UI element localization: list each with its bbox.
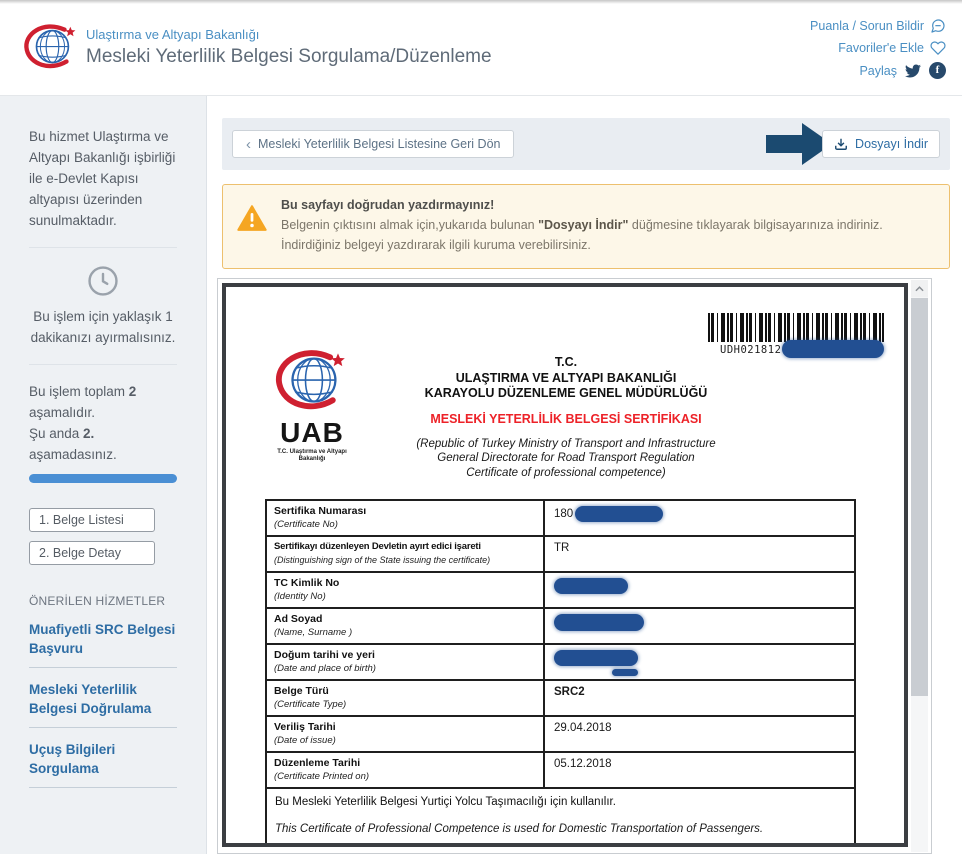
divider (29, 364, 177, 365)
row-label-en: (Date of issue) (274, 735, 336, 746)
scrollbar-up-arrow[interactable] (911, 280, 928, 297)
viewer-scrollbar[interactable] (911, 280, 928, 852)
feedback-bubble-icon (930, 18, 946, 34)
redaction-blob (554, 578, 628, 594)
row-label-tr: Ad Soyad (274, 613, 323, 625)
header-links (810, 18, 946, 79)
row-value (544, 644, 855, 680)
warning-box (222, 184, 950, 269)
service-link-ucus-bilgileri[interactable]: Uçuş Bilgileri Sorgulama (29, 740, 177, 788)
ministry-logo-icon (22, 22, 80, 74)
row-label-en: (Name, Surname ) (274, 627, 353, 638)
table-row (266, 752, 855, 788)
row-value (544, 608, 855, 644)
add-favorites-link[interactable] (838, 40, 946, 56)
row-value: 180 (544, 500, 855, 536)
twitter-icon[interactable] (905, 63, 921, 79)
duration-text: Bu işlem için yaklaşık 1 dakikanızı ayırmalısınız. (30, 309, 176, 345)
row-value: 05.12.2018 (544, 752, 855, 788)
table-row (266, 716, 855, 752)
facebook-icon[interactable]: f (929, 62, 946, 79)
table-row (266, 572, 855, 608)
share-label: Paylaş (859, 63, 897, 78)
clock-icon (29, 264, 177, 298)
service-link-belge-dogrulama[interactable]: Mesleki Yeterlilik Belgesi Doğrulama (29, 680, 177, 728)
row-label-tr: Düzenleme Tarihi (274, 757, 361, 769)
row-label-tr: Sertifikayı düzenleyen Devletin ayırt edici işareti (274, 541, 481, 552)
row-label-tr: Doğum tarihi ve yeri (274, 649, 375, 661)
cert-header-ministry: ULAŞTIRMA VE ALTYAPI BAKANLIĞI (455, 370, 677, 385)
table-footer-row (266, 788, 855, 847)
row-label-en: (Certificate Printed on) (274, 771, 370, 782)
row-label-en: (Certificate No) (274, 519, 338, 530)
warning-triangle-icon (237, 198, 267, 255)
rate-report-link[interactable] (810, 18, 946, 34)
back-button[interactable] (232, 130, 514, 158)
divider (29, 247, 177, 248)
table-row (266, 644, 855, 680)
footer-text-en: This Certificate of Professional Competence is used for Domestic Transportation of Passengers. (275, 823, 764, 835)
row-label-en: (Date and place of birth) (274, 663, 376, 674)
redaction-blob (554, 650, 638, 666)
service-link-muafiyetli-src[interactable]: Muafiyetli SRC Belgesi Başvuru (29, 620, 177, 668)
certificate-header (336, 355, 796, 480)
row-label-tr: Sertifika Numarası (274, 505, 367, 517)
download-icon (834, 137, 848, 151)
steps-text: Bu işlem toplam 2 aşamalıdır. Şu anda 2. aşamadasınız. (29, 384, 137, 462)
row-value: SRC2 (544, 680, 855, 716)
table-row (266, 680, 855, 716)
heart-icon (930, 40, 946, 56)
row-label-tr: TC Kimlik No (274, 577, 340, 589)
cert-header-english: (Republic of Turkey Ministry of Transport and Infrastructure General Directorate for Road Transport Regulation Certificate of professional competence) (416, 437, 716, 479)
warning-title: Bu sayfayı doğrudan yazdırmayınız! (281, 198, 495, 212)
rate-report-label: Puanla / Sorun Bildir (810, 19, 924, 33)
row-label-tr: Belge Türü (274, 685, 329, 697)
header-titles (86, 27, 492, 68)
uab-caption: T.C. Ulaştırma ve Altyapı Bakanlığı (277, 449, 347, 462)
certificate-table (265, 499, 856, 847)
row-label-en: (Identity No) (274, 591, 326, 602)
barcode-code: UDH021812 (720, 344, 782, 356)
redaction-blob (575, 506, 663, 522)
warning-body: Belgenin çıktısını almak için,yukarıda bulunan "Dosyayı İndir" düğmesine tıklayarak bilgisayarınıza indiriniz. İndirdiğiniz belgeyi yazdırarak ilgili kuruma verebilirsiniz. (281, 218, 883, 252)
footer-text-tr: Bu Mesleki Yeterlilik Belgesi Yurtiçi Yolcu Taşımacılığı için kullanılır. (275, 796, 616, 808)
service-info-text: Bu hizmet Ulaştırma ve Altyapı Bakanlığı işbirliği ile e-Devlet Kapısı altyapısı üzerinden sunulmaktadır. (29, 129, 176, 228)
download-file-button[interactable] (822, 130, 940, 158)
cert-header-tc: T.C. (554, 355, 578, 369)
warning-text (281, 198, 933, 255)
table-row (266, 608, 855, 644)
sidebar (0, 96, 207, 854)
share-row (859, 62, 946, 79)
add-favorites-label: Favoriler'e Ekle (838, 41, 924, 55)
step-box-belge-listesi: 1. Belge Listesi (29, 508, 155, 532)
certificate-page (222, 283, 908, 847)
site-header (0, 4, 962, 96)
cert-title-red: MESLEKİ YETERLİLİK BELGESİ SERTİFİKASI (430, 411, 702, 426)
cert-header-directorate: KARAYOLU DÜZENLEME GENEL MÜDÜRLÜĞÜ (424, 386, 708, 400)
redaction-blob (782, 340, 884, 358)
toolbar (222, 118, 950, 170)
step-box-belge-detay: 2. Belge Detay (29, 541, 155, 565)
suggested-services-title: ÖNERİLEN HİZMETLER (29, 594, 166, 608)
download-button-label: Dosyayı İndir (855, 137, 928, 151)
table-row (266, 500, 855, 536)
row-label-tr: Veriliş Tarihi (274, 721, 336, 733)
row-label-en: (Distinguishing sign of the State issuing the certificate) (274, 555, 491, 565)
redaction-blob (554, 614, 644, 631)
certificate-viewer (217, 278, 932, 854)
redaction-blob (612, 669, 638, 676)
scrollbar-thumb[interactable] (911, 298, 928, 696)
row-value (544, 572, 855, 608)
back-button-label: Mesleki Yeterlilik Belgesi Listesine Geri Dön (258, 137, 501, 151)
page-title: Mesleki Yeterlilik Belgesi Sorgulama/Düzenleme (86, 46, 492, 67)
row-label-en: (Certificate Type) (274, 699, 347, 710)
row-value: TR (544, 536, 855, 572)
ministry-name: Ulaştırma ve Altyapı Bakanlığı (86, 27, 260, 42)
chevron-left-icon: ‹ (246, 135, 251, 153)
main-content (208, 96, 962, 854)
barcode (708, 313, 884, 342)
table-row (266, 536, 855, 572)
progress-bar (29, 474, 177, 483)
row-value: 29.04.2018 (544, 716, 855, 752)
uab-acronym: UAB (280, 417, 344, 448)
